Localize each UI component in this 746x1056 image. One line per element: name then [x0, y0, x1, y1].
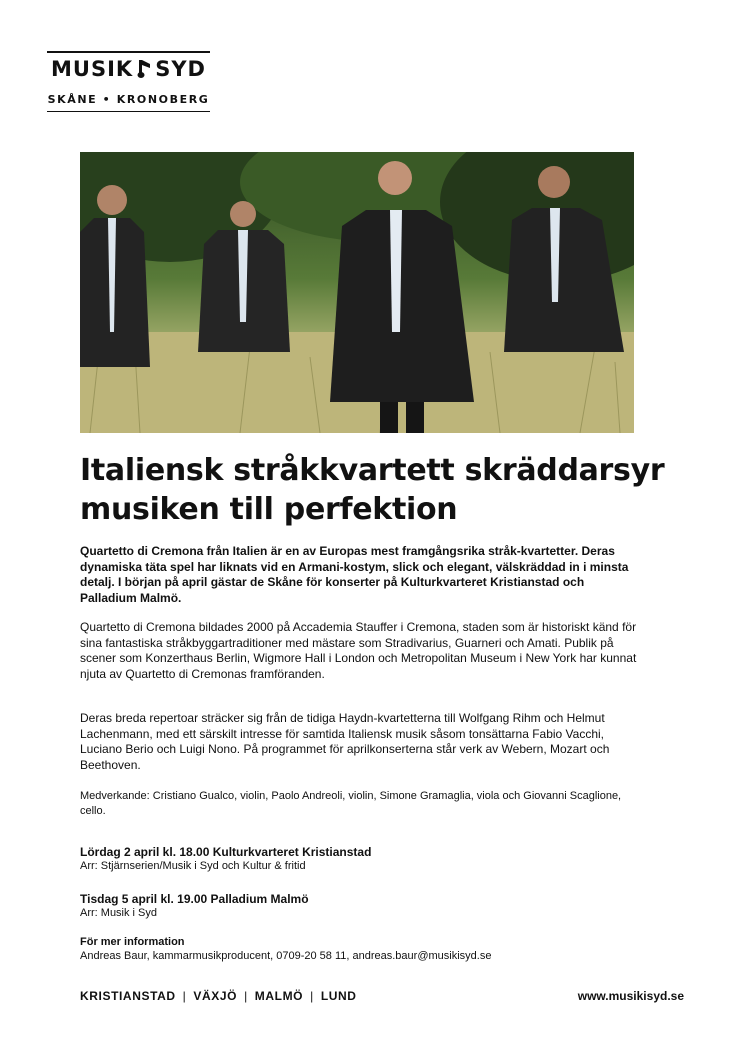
event-malmo [80, 892, 309, 920]
credits-paragraph: Medverkande: Cristiano Gualco, violin, Paolo Andreoli, violin, Simone Gramaglia, viola och Giovanni Scaglione, cello. [80, 790, 622, 817]
logo-rule-bottom [47, 111, 210, 113]
contact-title: För mer information [80, 936, 185, 948]
contact-details: Andreas Baur, kammarmusikproducent, 0709-20 58 11, andreas.baur@musikisyd.se [80, 950, 492, 962]
quartet-photo [80, 152, 634, 433]
musik-i-syd-logo [47, 51, 210, 112]
footer-separator: | [182, 989, 187, 1003]
event-organizer: Arr: Musik i Syd [80, 907, 158, 919]
logo-subtitle: SKÅNE • KRONOBERG [47, 93, 210, 106]
lead-paragraph: Quartetto di Cremona från Italien är en av Europas mest framgångsrika stråk-kvartetter. Deras dynamiska täta spel har liknats vid en Armani-kostym, slick och elegant, välskräddad in i minsta detalj. I början på april gästar de Skåne för konserter på Kulturkvarteret Kristianstad och Palladium Malmö. [80, 544, 629, 605]
logo-wordmark [47, 57, 210, 81]
photo-string-quartet-icon [80, 152, 634, 433]
footer-cities [80, 989, 357, 1003]
logo-rule-top [47, 51, 210, 53]
contact-info [80, 935, 491, 963]
event-kristianstad [80, 845, 371, 873]
footer-separator: | [244, 989, 248, 1003]
event-title: Tisdag 5 april kl. 19.00 Palladium Malmö [80, 892, 309, 906]
music-note-icon [137, 59, 151, 79]
footer-separator: | [310, 989, 314, 1003]
footer-website-link[interactable]: www.musikisyd.se [577, 989, 684, 1003]
footer-city-kristianstad: KRISTIANSTAD [80, 989, 176, 1003]
event-title: Lördag 2 april kl. 18.00 Kulturkvarteret Kristianstad [80, 845, 372, 859]
logo-word-right: SYD [155, 57, 206, 81]
headline: Italiensk stråkkvartett skräddarsyr musiken till perfektion [80, 453, 665, 527]
footer-city-vaxjo: VÄXJÖ [193, 989, 238, 1003]
footer-city-malmo: MALMÖ [254, 989, 304, 1003]
footer-city-lund: LUND [320, 989, 357, 1003]
logo-word-left: MUSIK [51, 57, 134, 81]
body-paragraph-1: Quartetto di Cremona bildades 2000 på Accademia Stauffer i Cremona, staden som är historiskt känd för sina fantastiska stråkbyggartraditioner med mästare som Stradivarius, Guarneri och Amati. Publik på scener som Konzerthaus Berlin, Wigmore Hall i London och Metropolitan Museum i New York har kunnat njuta av Quartetto di Cremonas framföranden. [80, 620, 637, 681]
event-organizer: Arr: Stjärnserien/Musik i Syd och Kultur & fritid [80, 860, 306, 872]
body-paragraph-2: Deras breda repertoar sträcker sig från de tidiga Haydn-kvartetterna till Wolfgang Rihm och Helmut Lachenmann, med ett särskilt intresse för samtida Italiensk musik såsom tonsättarna Fabio Vacchi, Luciano Berio och Luigi Nono. På programmet för aprilkonserterna står verk av Webern, Mozart och Beethoven. [80, 711, 610, 772]
